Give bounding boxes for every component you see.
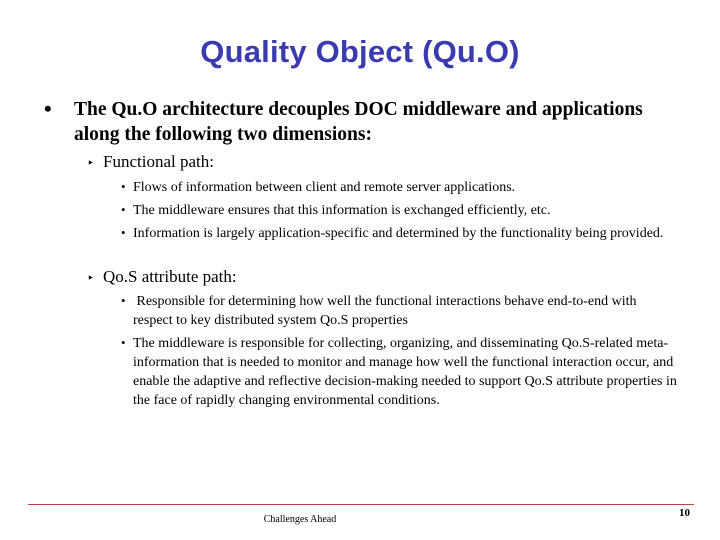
qos-path-item-text: Responsible for determining how well the functional interactions behave end-to-end with respect to key distributed system Qo.S properties	[133, 294, 640, 328]
page-number: 10	[679, 507, 690, 519]
bullet-icon: •	[121, 179, 126, 194]
functional-path-item-text: The middleware ensures that this information is exchanged efficiently, etc.	[133, 203, 551, 218]
bullet-icon: •	[121, 225, 126, 240]
functional-path-item	[121, 224, 677, 243]
main-bullet-point	[44, 97, 664, 147]
functional-path-item	[121, 178, 677, 197]
qos-path-item-text: The middleware is responsible for collecting, organizing, and disseminating Qo.S-related meta-information that is needed to monitor and manage how well the functional interaction occur, and enable the adaptive and reflective decision-making needed to support Qo.S attribute properties in the face of rapidly changing environmental conditions.	[133, 336, 677, 408]
functional-path-label: Functional path:	[103, 152, 214, 171]
bullet-icon: •	[121, 335, 126, 350]
bullet-icon: •	[121, 293, 126, 308]
bullet-icon: •	[44, 96, 52, 121]
triangle-bullet-icon: ‣	[87, 156, 95, 170]
qos-attribute-path-label: Qo.S attribute path:	[103, 267, 237, 286]
qos-attribute-path-heading	[87, 267, 687, 287]
triangle-bullet-icon: ‣	[87, 271, 95, 285]
qos-path-item	[121, 292, 677, 330]
functional-path-item-text: Flows of information between client and remote server applications.	[133, 180, 516, 195]
slide-title: Quality Object (Qu.O)	[200, 34, 520, 69]
bullet-icon: •	[121, 202, 126, 217]
functional-path-item-text: Information is largely application-specific and determined by the functionality being provided.	[133, 226, 664, 241]
qos-path-item	[121, 334, 677, 410]
footer-divider	[28, 504, 694, 505]
functional-path-heading	[87, 152, 687, 172]
footer-caption: Challenges Ahead	[263, 514, 337, 525]
main-bullet-text: The Qu.O architecture decouples DOC middleware and applications along the following two dimensions:	[74, 99, 643, 145]
functional-path-item	[121, 201, 677, 220]
